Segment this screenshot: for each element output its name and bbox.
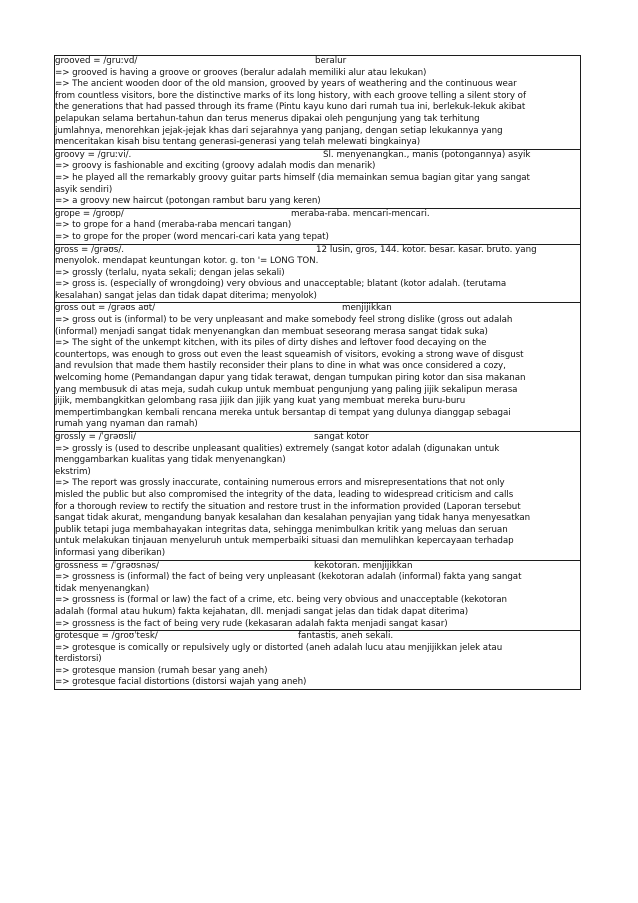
entry-text-line: => gross out is (informal) to be very unpleasant and make somebody feel strong dislike (gross out adalah [55,315,513,326]
dictionary-entry [54,149,581,209]
dictionary-entry [54,630,581,690]
entry-header [55,209,580,221]
entry-text-line: from countless visitors, bore the distinctive marks of its long history, with each groove telling a silent story of [55,90,526,101]
entry-text-line: menggambarkan kualitas yang tidak menyenangkan) [55,455,286,466]
headword-pronunciation: grope = /ɡroʊp/ [55,208,124,219]
entry-text-line: => he played all the remarkably groovy guitar parts himself (dia memainkan semua bagian gitar yang sangat [55,172,530,183]
headword-pronunciation: grotesque = /ɡroʊˈtesk/ [55,631,158,642]
entry-text-line: pelapukan selama bertahun-tahun dan terus menerus dipakai oleh pengunjung yang tak terhitung [55,113,480,124]
entry-text-line: => grossness is the fact of being very rude (kekasaran adalah fakta menjadi sangat kasar) [55,618,448,629]
entry-text-line: publik tetapi juga membahayakan integritas data, sehingga menimbulkan kritik yang meluas dan seruan [55,524,508,535]
entry-header [55,303,580,315]
entry-text-line: => grossness is (formal or law) the fact of a crime, etc. being very obvious and unacceptable (kekotoran [55,595,507,606]
entry-text-line: informasi yang diberikan) [55,547,166,558]
entry-text-line: => grooved is having a groove or grooves (beralur adalah memiliki alur atau lekukan) [55,67,427,78]
entry-text-line: kesalahan) sangat jelas dan tidak dapat diterima; menyolok) [55,290,317,301]
entry-text-line: => The report was grossly inaccurate, containing numerous errors and misrepresentations that not only [55,478,505,489]
dictionary-entry [54,55,581,150]
translation: menjijikkan [342,303,392,314]
translation: meraba-raba. mencari-mencari. [291,208,430,219]
entry-text-line: the generations that had passed through its frame (Pintu kayu kuno dari rumah tua ini, berlekuk-lekuk akibat [55,102,526,113]
entry-header [55,432,580,444]
entry-text-line: misled the public but also compromised the integrity of the data, leading to widespread criticism and calls [55,489,514,500]
entry-text-line: (informal) menjadi sangat tidak menyenangkan dan membuat seseorang merasa sangat tidak suka) [55,326,488,337]
headword-pronunciation: groovy = /ɡruːvi/. [55,149,132,160]
entry-text-line: yang membusuk di atas meja, sudah cukup untuk membuat pengunjung yang paling jijik sekalipun merasa [55,384,518,395]
entry-header [55,561,580,573]
dictionary-entry [54,208,581,245]
entry-text-line: => The sight of the unkempt kitchen, with its piles of dirty dishes and leftover food decaying on the [55,338,487,349]
entry-text-line: mempertimbangkan kembali rencana mereka untuk bersantap di tempat yang dulunya dianggap sebagai [55,407,511,418]
headword-pronunciation: grossly = /ˈɡrəʊsli/ [55,432,137,442]
entry-text-line: => groovy is fashionable and exciting (groovy adalah modis dan menarik) [55,161,376,172]
entry-text-line: menyolok. mendapat keuntungan kotor. g. ton '= LONG TON. [55,256,319,267]
translation: fantastis, aneh sekali. [298,631,394,642]
entry-text-line: terdistorsi) [55,654,102,665]
entry-text-line: jumlahnya, menorehkan jejak-jejak khas dari sejarahnya yang panjang, dengan setiap lekukannya yang [55,125,503,136]
entry-text-line: => The ancient wooden door of the old mansion, grooved by years of weathering and the continuous wear [55,79,517,90]
entry-text-line: sangat tidak akurat, mengandung banyak kesalahan dan kesalahan penyajian yang tidak hanya menyesatkan [55,513,531,524]
entry-text-line: => grossly (terlalu, nyata sekali; dengan jelas sekali) [55,267,285,278]
entry-text-line: untuk melakukan tinjauan menyeluruh untuk memperbaiki situasi dan memulihkan kepercayaan terhadap [55,536,514,547]
entry-text-line: => gross is. (especially of wrongdoing) very obvious and unacceptable; blatant (kotor adalah. (terutama [55,279,507,290]
translation: kekotoran. menjijikkan [314,560,413,571]
entry-text-line: jijik, membangkitkan gelombang rasa jijik dan jijik yang kuat yang membuat mereka buru-buru [55,396,466,407]
dictionary-entry [54,431,581,561]
entry-text-line: => grotesque is comically or repulsively ugly or distorted (aneh adalah lucu atau menjijikkan jelek atau [55,642,503,653]
headword-pronunciation: grooved = /ɡruːvd/ [55,56,138,66]
entry-header [55,631,580,643]
entry-header [55,245,580,257]
headword-pronunciation: gross = /ɡrəʊs/. [55,244,125,255]
translation: Sl. menyenangkan., manis (potongannya) asyik [323,149,531,160]
entry-text-line: rumah yang nyaman dan ramah) [55,419,198,430]
dictionary-page [54,56,581,690]
headword-pronunciation: grossness = /ˈɡrəʊsnəs/ [55,560,159,571]
entry-text-line: => grotesque mansion (rumah besar yang aneh) [55,665,268,676]
dictionary-entry [54,560,581,632]
translation: beralur [315,56,347,66]
entry-text-line: => grossly is (used to describe unpleasant qualities) extremely (sangat kotor adalah (digunakan untuk [55,443,500,454]
dictionary-entry [54,244,581,304]
entry-text-line: ekstrim) [55,466,91,477]
entry-text-line: welcoming home (Pemandangan dapur yang tidak terawat, dengan tumpukan piring kotor dan sisa makanan [55,373,526,384]
headword-pronunciation: gross out = /ɡrəʊs aʊt/ [55,303,156,314]
dictionary-entry [54,302,581,432]
entry-text-line: menceritakan kisah bisu tentang generasi-generasi yang telah melewati bingkainya) [55,137,421,148]
entry-text-line: => to grope for the proper (word mencari-cari kata yang tepat) [55,231,329,242]
entry-text-line: asyik sendiri) [55,184,113,195]
translation: 12 lusin, gros, 144. kotor. besar. kasar. bruto. yang [316,244,537,255]
entry-text-line: tidak menyenangkan) [55,583,150,594]
entry-text-line: countertops, was enough to gross out even the least squeamish of visitors, evoking a strong wave of disgust [55,349,524,360]
translation: sangat kotor [314,432,369,442]
entry-text-line: => a groovy new haircut (potongan rambut baru yang keren) [55,196,321,207]
entry-text-line: adalah (formal atau hukum) fakta kejahatan, dll. menjadi sangat jelas dan tidak dapat diterima) [55,606,469,617]
entry-text-line: => to grope for a hand (meraba-raba mencari tangan) [55,220,292,231]
entry-header [55,56,580,68]
entry-text-line: for a thorough review to rectify the situation and restore trust in the information provided (Laporan tersebut [55,501,521,512]
entry-text-line: => grossness is (informal) the fact of being very unpleasant (kekotoran adalah (informal) fakta yang sangat [55,572,522,583]
entry-header [55,150,580,162]
entry-text-line: => grotesque facial distortions (distorsi wajah yang aneh) [55,677,307,688]
entry-text-line: and revulsion that made them hastily reconsider their plans to dine in what was once considered a cozy, [55,361,506,372]
